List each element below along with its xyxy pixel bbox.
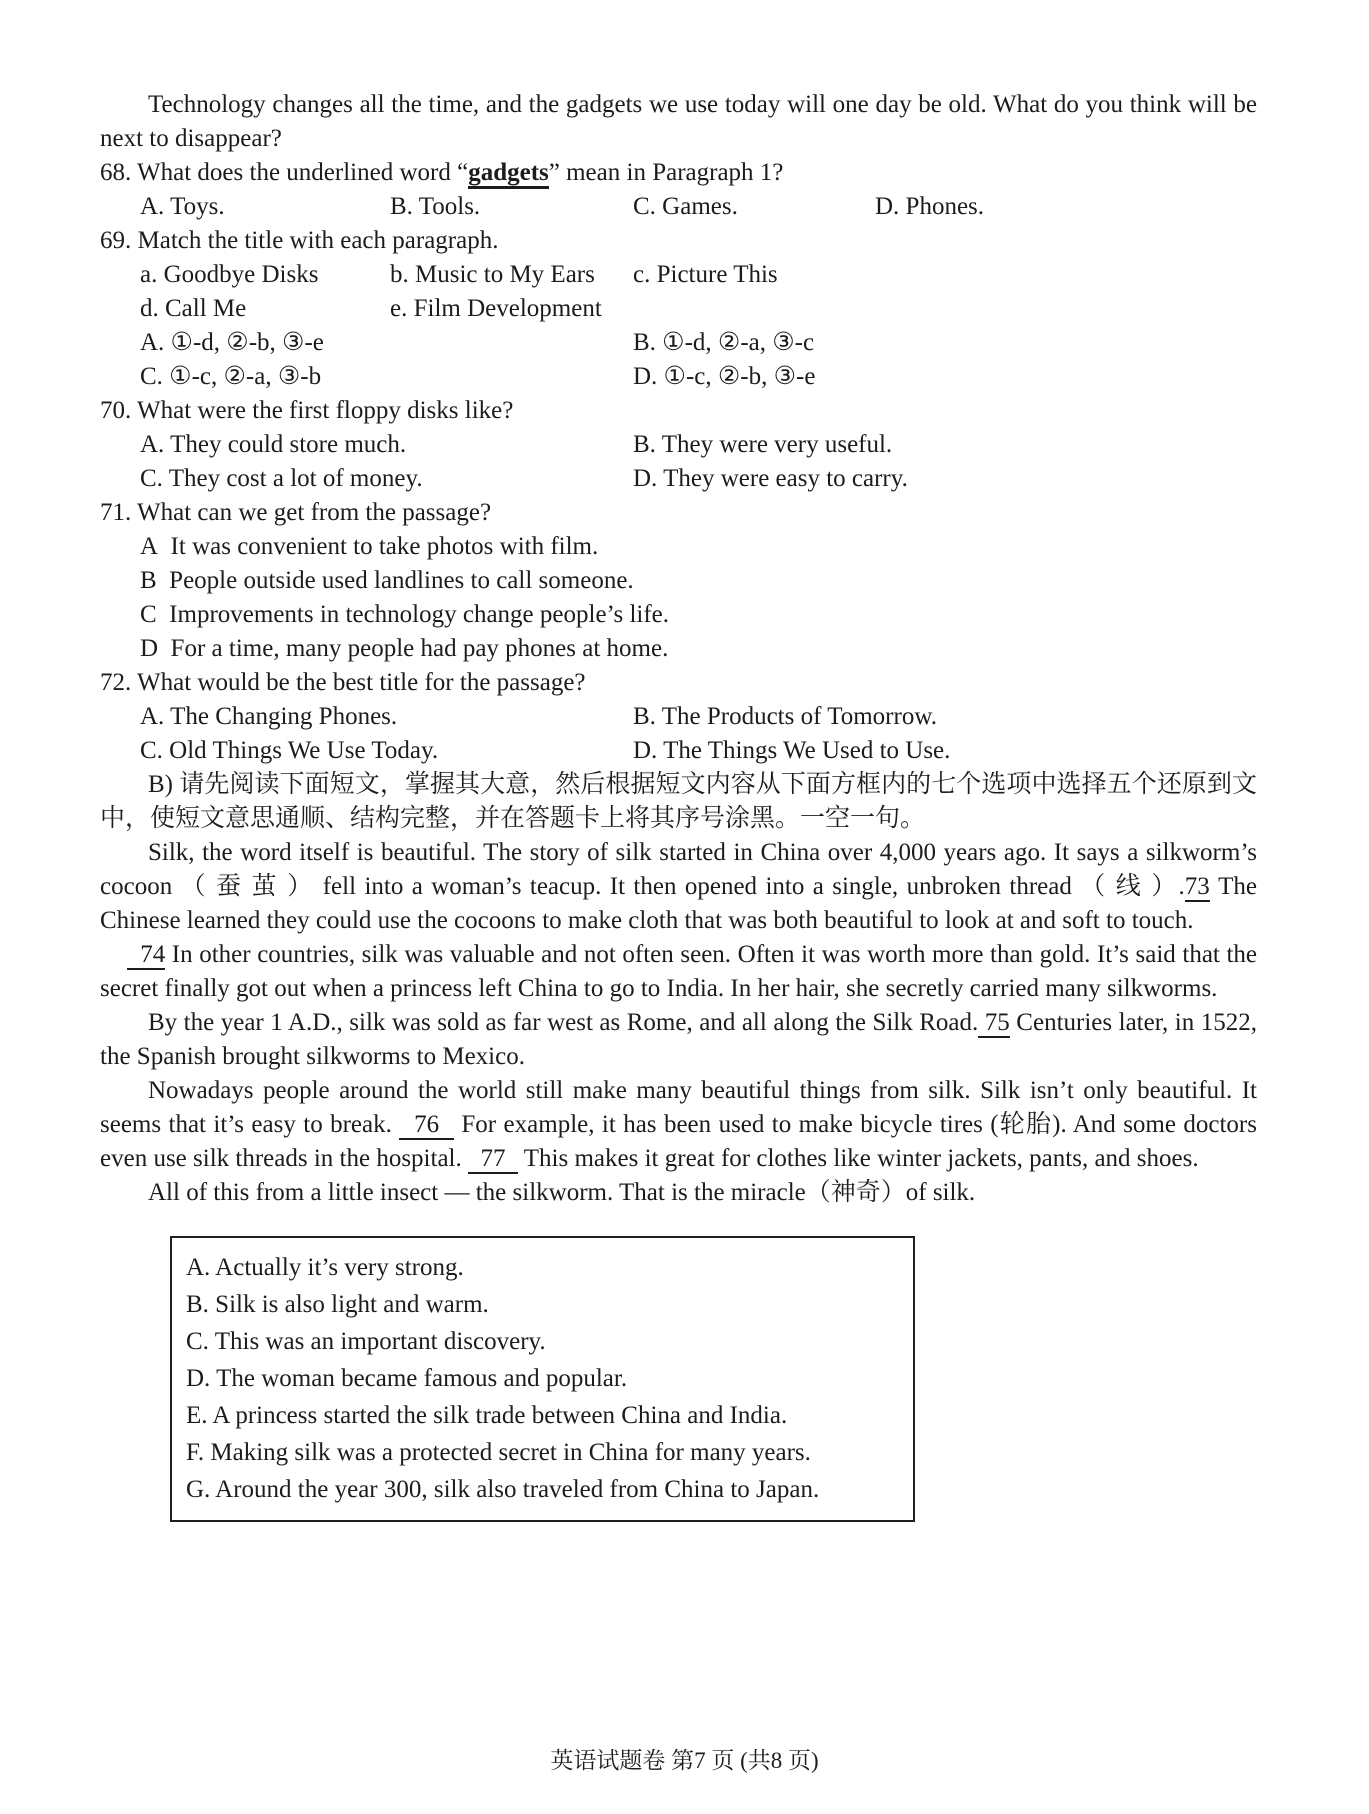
q69-titles-row1: [100, 258, 1257, 292]
intro-paragraph: Technology changes all the time, and the gadgets we use today will one day be old. What do you think will be next to disappear?: [100, 91, 1257, 152]
box-option-c: C. This was an important discovery.: [186, 1328, 546, 1355]
question-72: [100, 666, 1257, 768]
q69-option-c: C. ①-c, ②-a, ③-b: [140, 363, 322, 390]
question-70: [100, 394, 1257, 496]
q70-options-row2: [100, 462, 1257, 496]
q71-option-d: D For a time, many people had pay phones at home.: [140, 635, 669, 662]
answer-choices-box: [170, 1236, 915, 1522]
box-option-a: A. Actually it’s very strong.: [186, 1254, 464, 1281]
silk-passage: [100, 836, 1257, 1210]
q69-title-c: c. Picture This: [633, 261, 778, 288]
section-b-instructions: B) 请先阅读下面短文，掌握其大意，然后根据短文内容从下面方框内的七个选项中选择五个还原到文中，使短文意思通顺、结构完整，并在答题卡上将其序号涂黑。一空一句。: [100, 771, 1257, 832]
q72-option-d: D. The Things We Used to Use.: [633, 737, 951, 764]
box-option-f: F. Making silk was a protected secret in China for many years.: [186, 1439, 811, 1466]
box-option-e: E. A princess started the silk trade between China and India.: [186, 1402, 788, 1429]
q71-option-b: B People outside used landlines to call someone.: [140, 567, 634, 594]
q69-options-row2: [100, 360, 1257, 394]
q69-titles-row2: [100, 292, 1257, 326]
blank-75: 75: [978, 1009, 1010, 1036]
q70-option-d: D. They were easy to carry.: [633, 465, 908, 492]
q68-option-b: B. Tools.: [390, 193, 481, 220]
q70-option-b: B. They were very useful.: [633, 431, 893, 458]
q70-options-row1: [100, 428, 1257, 462]
q72-option-b: B. The Products of Tomorrow.: [633, 703, 938, 730]
q72-option-c: C. Old Things We Use Today.: [140, 737, 439, 764]
box-option-d: D. The woman became famous and popular.: [186, 1365, 628, 1392]
passage-paragraph-1: Silk, the word itself is beautiful. The story of silk started in China over 4,000 years ago. It says a silkworm’s cocoon （ 蚕 茧 ） fell into a woman’s teacup. It then opened into a single, unbroken thread （ 线 ）.73 The Chinese learned they could use the cocoons to make cloth that was both beautiful to look at and soft to touch.: [100, 839, 1257, 934]
page-footer: 英语试题卷 第7 页 (共8 页): [550, 1748, 819, 1773]
q69-options-row1: [100, 326, 1257, 360]
q72-options-row1: [100, 700, 1257, 734]
box-option-b: B. Silk is also light and warm.: [186, 1291, 489, 1318]
q69-option-d: D. ①-c, ②-b, ③-e: [633, 363, 816, 390]
passage-paragraph-3: By the year 1 A.D., silk was sold as far west as Rome, and all along the Silk Road. 75 Centuries later, in 1522, the Spanish brought silkworms to Mexico.: [100, 1009, 1258, 1070]
question-68: [100, 156, 1257, 224]
q69-title-e: e. Film Development: [390, 295, 602, 322]
passage-paragraph-2: 74 In other countries, silk was valuable and not often seen. Often it was worth more than gold. It’s said that the secret finally got out when a princess left China to go to India. In her hair, she secretly carried many silkworms.: [100, 941, 1257, 1002]
q69-option-b: B. ①-d, ②-a, ③-c: [633, 329, 815, 356]
passage-paragraph-4: Nowadays people around the world still make many beautiful things from silk. Silk isn’t only beautiful. It seems that it’s easy to break. 76 For example, it has been used to make bicycle tires (轮胎). And some doctors even use silk threads in the hospital. 77 This makes it great for clothes like winter jackets, pants, and shoes.: [100, 1077, 1257, 1172]
q69-option-a: A. ①-d, ②-b, ③-e: [140, 329, 324, 356]
blank-76: 76: [399, 1111, 454, 1138]
q68-option-c: C. Games.: [633, 193, 738, 220]
q69-title-d: d. Call Me: [140, 295, 247, 322]
question-69-stem: 69. Match the title with each paragraph.: [100, 227, 499, 254]
question-68-stem: 68. What does the underlined word “gadgets” mean in Paragraph 1?: [100, 156, 1257, 190]
q72-options-row2: [100, 734, 1257, 768]
blank-73: 73: [1184, 873, 1210, 900]
question-68-options: [100, 190, 1257, 224]
q71-option-a: A It was convenient to take photos with film.: [140, 533, 599, 560]
question-71-stem: 71. What can we get from the passage?: [100, 499, 492, 526]
q68-option-a: A. Toys.: [140, 193, 225, 220]
question-71: [100, 496, 1257, 666]
box-option-g: G. Around the year 300, silk also traveled from China to Japan.: [186, 1476, 820, 1503]
q69-title-a: a. Goodbye Disks: [140, 261, 319, 288]
question-70-stem: 70. What were the first floppy disks like?: [100, 397, 514, 424]
blank-77: 77: [467, 1145, 518, 1172]
q68-option-d: D. Phones.: [875, 193, 985, 220]
underlined-word-gadgets: gadgets: [468, 159, 549, 189]
q69-title-b: b. Music to My Ears: [390, 261, 595, 288]
passage-paragraph-5: All of this from a little insect — the silkworm. That is the miracle（神奇）of silk.: [148, 1179, 976, 1206]
q70-option-a: A. They could store much.: [140, 431, 407, 458]
q70-option-c: C. They cost a lot of money.: [140, 465, 423, 492]
question-69: [100, 224, 1257, 394]
question-72-stem: 72. What would be the best title for the passage?: [100, 669, 586, 696]
blank-74: 74: [127, 941, 166, 968]
q72-option-a: A. The Changing Phones.: [140, 703, 398, 730]
q71-option-c: C Improvements in technology change people’s life.: [140, 601, 670, 628]
